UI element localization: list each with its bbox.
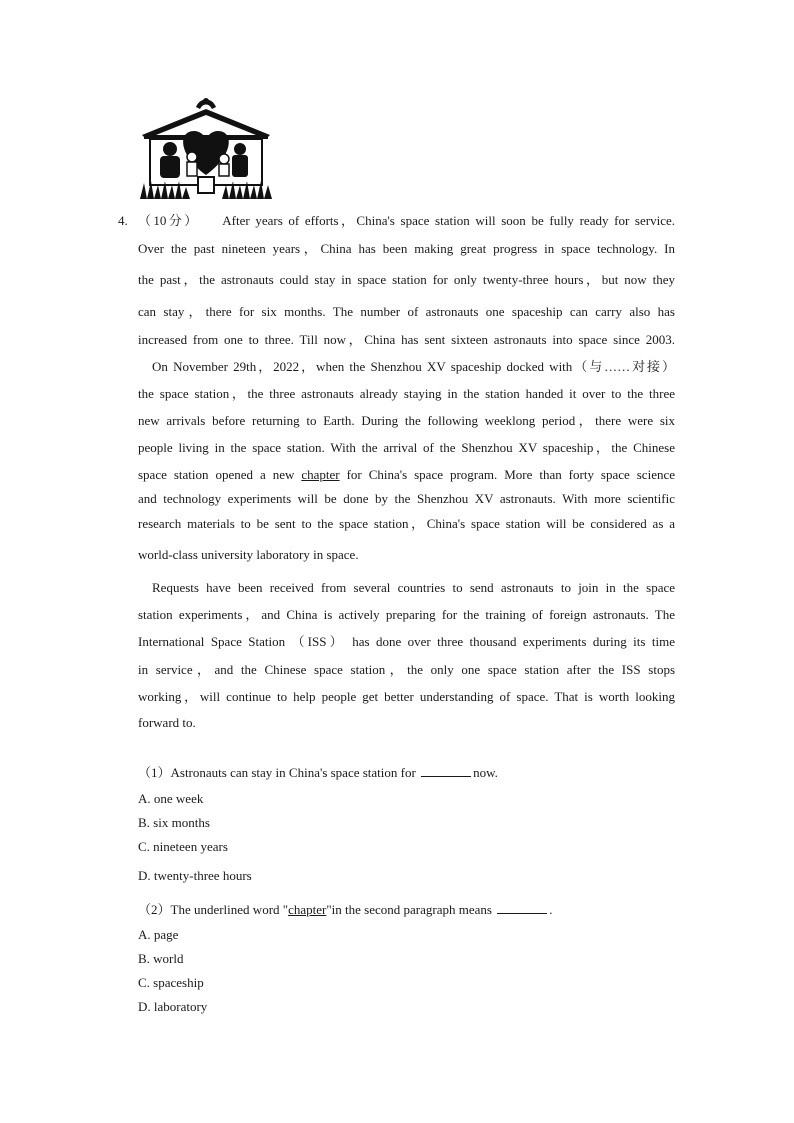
passage-line: people living in the space station. With the arrival of the Shenzhou XV spaceship，the Chinese bbox=[138, 440, 675, 455]
answer-blank bbox=[421, 764, 471, 777]
passage-line: （10分） After years of efforts，China's space station will soon be fully ready for service. bbox=[138, 213, 675, 228]
passage-line: the past，the astronauts could stay in space station for only twenty-three hours，but now they bbox=[138, 272, 675, 287]
passage-line: forward to. bbox=[138, 715, 196, 730]
option-a[interactable]: A. page bbox=[138, 927, 179, 942]
passage-line: the space station，the three astronauts already staying in the station handed it over to the three bbox=[138, 386, 675, 401]
option-d[interactable]: D. laboratory bbox=[138, 999, 208, 1014]
question-points: （10分） bbox=[138, 213, 200, 228]
passage-line: in service，and the Chinese space station，the only one space station after the ISS stops bbox=[138, 662, 675, 677]
passage-line: world-class university laboratory in space. bbox=[138, 547, 359, 562]
option-d[interactable]: D. twenty-three hours bbox=[138, 868, 252, 883]
sub-question-2-prompt: （2）The underlined word "chapter"in the second paragraph means . bbox=[138, 902, 553, 917]
underlined-word-chapter: chapter bbox=[301, 467, 340, 482]
option-b[interactable]: B. six months bbox=[138, 815, 210, 830]
option-b[interactable]: B. world bbox=[138, 951, 184, 966]
passage-line: Requests have been received from several countries to send astronauts to join in the space bbox=[152, 580, 675, 595]
option-c[interactable]: C. nineteen years bbox=[138, 839, 228, 854]
passage-line: and technology experiments will be done by the Shenzhou XV astronauts. With more scientific bbox=[138, 491, 675, 506]
answer-blank bbox=[497, 901, 547, 914]
sub-question-1-prompt: （1）Astronauts can stay in China's space station for now. bbox=[138, 765, 498, 780]
passage-line: research materials to be sent to the space station，China's space station will be considered as a bbox=[138, 516, 675, 531]
passage-line: On November 29th，2022，when the Shenzhou XV spaceship docked with（与……对接） bbox=[152, 359, 675, 374]
question-number: 4. bbox=[118, 213, 128, 228]
family-house-illustration bbox=[138, 95, 274, 201]
passage-line: new arrivals before returning to Earth. During the following weeklong period，there were six bbox=[138, 413, 675, 428]
passage-line: working，will continue to help people get better understanding of space. That is worth looking bbox=[138, 689, 675, 704]
passage-line: increased from one to three. Till now，China has sent sixteen astronauts into space since 2003. bbox=[138, 332, 675, 347]
passage-line: can stay，there for six months. The number of astronauts one spaceship can carry also has bbox=[138, 304, 675, 319]
passage-line: International Space Station （ISS） has done over three thousand experiments during its time bbox=[138, 634, 675, 649]
passage-line: Over the past nineteen years，China has been making great progress in space technology. In bbox=[138, 241, 675, 256]
option-c[interactable]: C. spaceship bbox=[138, 975, 204, 990]
passage-line: station experiments，and China is actively preparing for the training of foreign astronauts. The bbox=[138, 607, 675, 622]
passage-line: space station opened a new chapter for China's space program. More than forty space science bbox=[138, 467, 675, 482]
option-a[interactable]: A. one week bbox=[138, 791, 204, 806]
